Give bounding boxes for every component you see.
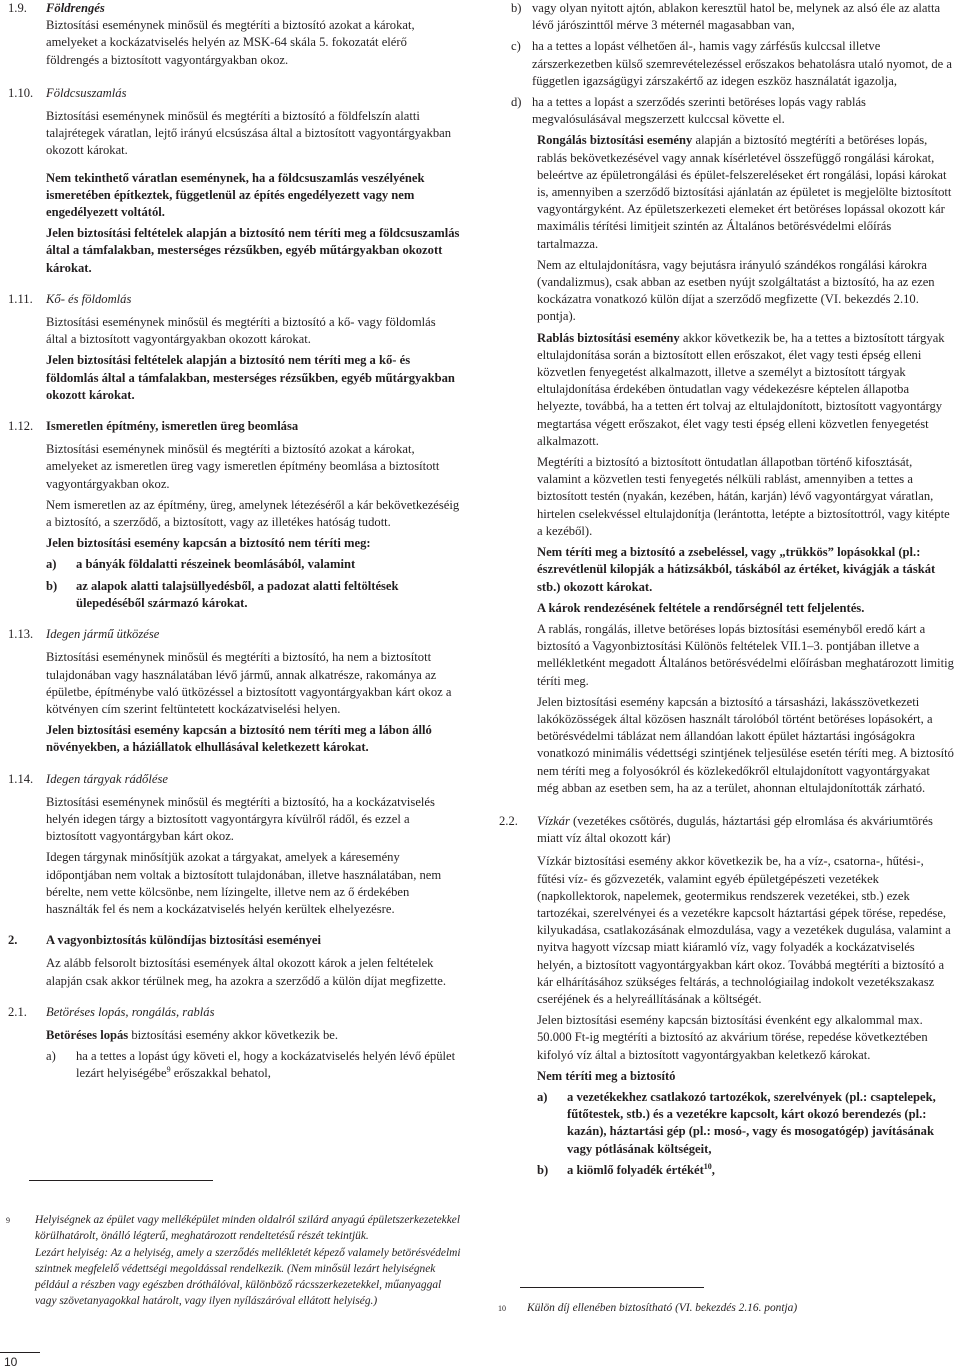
section-title: Földcsuszamlás (46, 85, 127, 100)
paragraph (537, 132, 954, 252)
list-label: c) (511, 39, 521, 54)
paragraph-bold: Jelen biztosítási feltételek alapján a biztosító nem téríti meg a kő- és földomlás által a támfalakban, mesterséges rézsűkben, egyéb műtárgyakban okozott károkat. (46, 353, 455, 402)
footnote-text: Külön díj ellenében biztosítható (VI. bekezdés 2.16. pontja) (527, 1302, 798, 1314)
paragraph (46, 1027, 460, 1044)
footnote-ref[interactable]: 9 (166, 1065, 171, 1075)
footnote-ref[interactable]: 10 (703, 1161, 712, 1171)
list-text: vagy olyan nyitott ajtón, ablakon keresztül hatol be, melynek az alsó éle az alatta lévő járószinttől mérve 3 méternél magasabban van, (532, 1, 941, 33)
paragraph-bold: Nem tekinthető váratlan eseménynek, ha a földcsuszamlás veszélyének ismeretében építkeztek, függetlenül az építés engedélyezett vagy nem engedélyezett voltától. (46, 170, 425, 220)
section-number: 1.12. (8, 419, 34, 434)
section-title: A vagyonbiztosítás különdíjas biztosítási eseményei (46, 933, 321, 948)
list-label: a) (46, 557, 57, 572)
list-label: b) (46, 578, 58, 593)
paragraph: Megtéríti a biztosító a biztosított öntudatlan állapotban történő kifosztását, valamint a közvetlen testi fenyegetés nélküli rablást, amennyiben a tettes a biztosított testén (nyakán, kezében, hátán, karján) lévő vagyontárgyat váratlan, hirtelen cselekvéssel eltulajdonítja (lerántotta, letépte a biztosítottról, vagy kitépte a kezéből). (537, 455, 950, 538)
section-1-12 (8, 418, 460, 612)
list-item (46, 578, 460, 612)
page-number: 10 (4, 1355, 18, 1369)
section-2 (8, 932, 460, 990)
section-title-rest: (vezetékes csőtörés, dugulás, háztartási gép elromlása és akváriumtörés miatt víz által okozott kár) (537, 813, 933, 846)
term-bold: Rongálás biztosítási esemény (537, 133, 693, 148)
list-item (46, 556, 460, 573)
section-title-line (537, 813, 954, 847)
section-title: Idegen jármű ütközése (46, 627, 160, 642)
paragraph: Nem ismeretlen az az építmény, üreg, amelynek létezéséről a kár bekövetkezéséig a biztosító, a szerződő, a biztosított, vagy az illetékes hatóság tudott. (46, 497, 460, 530)
list-item (537, 1089, 954, 1158)
paragraph: Biztosítási eseménynek minősül és megtéríti a biztosító azokat a károkat, amelyeket az ismeretlen üreg vagy ismeretlen építmény beomlása a biztosított vagyontárgyakban okoz. (46, 442, 440, 491)
footnote-text: Lezárt helyiség: Az a helyiség, amely a szerződés mellékletét képező valamely betörésvédelmi szintnek megfelelő védettségi megoldással rendelkezik. (Nem minősül lezárt helyiségnek például a részben vagy egészben dróthálóval, különböző rácsszerkezetekkel, műanyaggal vagy szövetanyagokkal határolt, vagy ilyen nyílászáróval ellátott helyiség.) (35, 1246, 461, 1308)
list-item (499, 94, 954, 128)
paragraph: A rablás, rongálás, illetve betöréses lopás biztosítási eseményből eredő kárt a biztosító a Vagyonbiztosítási Különös feltételek VII.1–3. pontjában illetve a mellékletként megadott Általános betörésvédelmi előírásban meghatározott limitig téríti meg. (537, 621, 954, 688)
list-text: a vezetékekhez csatlakozó tartozékok, szerelvények (pl.: csaptelepek, fűtőtestek, stb.) és a vezetékre kapcsolt, kárt okozó berendezés (pl.: kazán), háztartási gép (pl.: mosó-, vagy és mosogatógép) javításának vagy pótlásának költségeit, (567, 1089, 936, 1156)
paragraph-bold: Jelen biztosítási esemény kapcsán a biztosító nem téríti meg: (46, 536, 371, 551)
list-item (499, 38, 954, 90)
footnote-rule (520, 1287, 704, 1288)
paragraph: Biztosítási eseménynek minősül és megtéríti a biztosító, ha nem a biztosított tulajdonában vagy használatában lévő jármű, annak alkatrésze, rakománya az épületbe, építménybe való ütközéssel a biztosított vagyontárgyakban kárt okoz a kötvényen cím szerint feltüntetett kockázatviselési helyen. (46, 650, 452, 716)
section-number: 1.14. (8, 771, 34, 786)
list-item (537, 1162, 954, 1179)
paragraph: Biztosítási eseménynek minősül és megtéríti a biztosító, ha a kockázatviselés helyén idegen tárgy a biztosított vagyontárgyra kívülről rádől, és ezzel a biztosított vagyontárgyban kárt okoz. (46, 794, 435, 844)
list-label: d) (511, 95, 522, 110)
section-2-1 (8, 1004, 460, 1083)
section-1-11 (8, 291, 460, 404)
section-title: Vízkár (537, 813, 570, 828)
text: alapján a biztosító megtéríti a betöréses lopás, rablás bekövetkezésével vagy annak kísérletével összefüggő rongálási károkat, beleértve az épületrongálási és épület-felszereléseket ért rongálási, lopási károkat is, amennyiben a szerződő biztosítási ajánlatán az épületet is megjelölte biztosított vagyontárgyként. Az épületszerkezeti elemeket ért betöréses lopással okozott kár maximális térítési limitjeit szintén az Általános betörésvédelmi előírás tartalmazza. (537, 133, 952, 251)
section-1-10 (8, 85, 460, 277)
footnote-10 (527, 1300, 947, 1316)
text: biztosítási esemény akkor következik be. (128, 1027, 339, 1042)
text: akkor következik be, ha a tettes a biztosított tárgyak eltulajdonítása során a biztosított ellen erőszakot, élet vagy testi épség elleni közvetlen fenyegetést alkalmazott, illetve a személyt a biztosított tárgyak eltulajdonítása érdekében öntudatlan vagy védekezésre képtelen állapotba helyezte, továbbá, ha a tetten ért tolvaj az eltulajdonított, biztosított vagyontárgy megtartása végett erőszakot, élet vagy testi épség elleni közvetlen fenyegetést alkalmazott. (537, 330, 945, 448)
paragraph: Jelen biztosítási esemény kapcsán a biztosító a társasházi, lakásszövetkezeti lakóközösségek által közösen használt tárolóból történt betöréses lopásokért, a betörésvédelmi táblázat nem állandóan lakott épület háztartási ingóságokra vonatkozó minimális védettségi szintjének teljesülése esetén téríti meg. A biztosító nem téríti meg a folyosókról és közlekedőkről eltulajdonított vagyontárgyakat még abban az esetben sem, ha az a terület, ahonnan eltulajdonították zárható. (537, 694, 954, 795)
section-number: 1.11. (8, 291, 33, 306)
list-label: a) (537, 1089, 548, 1104)
section-title: Betöréses lopás, rongálás, rablás (46, 1004, 215, 1019)
list-text: , (711, 1162, 715, 1177)
footnote-9 (35, 1212, 463, 1310)
paragraph: Biztosítási eseménynek minősül és megtéríti a biztosító a kő- vagy földomlás által a biztosított vagyontárgyakban okozott károkat. (46, 315, 436, 347)
list-item (46, 1048, 460, 1082)
footnote-text: Helyiségnek az épület vagy melléképület minden oldalról szilárd anyagú épületszerkezetekkel körülhatárolt, önálló légterű, meghatározott rendeltetésű részét tekintjük. (35, 1214, 461, 1243)
section-number: 1.9. (8, 1, 27, 15)
section-title: Ismeretlen építmény, ismeretlen üreg beomlása (46, 419, 299, 434)
paragraph: Nem az eltulajdonításra, vagy bejutásra irányuló szándékos rongálási károkra (vandalizmus), csak abban az esetben nyújt szolgáltatást a biztosító, ha az ezen kockázatra vonatkozó külön díjat a szerződő megfizette (VI. bekezdés 2.10. pontja). (537, 257, 935, 324)
paragraph: Idegen tárgynak minősítjük azokat a tárgyakat, amelyek a káresemény időpontjában nem voltak a biztosított tulajdonában, illetve használatában, nem bérelte, nem vette kölcsönbe, nem lízingelte, illetve nem az ő érdekében használták fel és nem a kockázatviselés helyén kerültek elhelyezésre. (46, 850, 442, 916)
paragraph: Biztosítási eseménynek minősül és megtéríti a biztosító azokat a károkat, amelyeket a kockázatviselés helyén az MSK-64 skála 5. fokozatát elérő földrengés a biztosított vagyontárgyakban okoz. (46, 18, 415, 67)
list-text: az alapok alatti talajsüllyedésből, a padozat alatti feltöltések ülepedéséből származó károkat. (76, 578, 399, 610)
paragraph-bold: Nem téríti meg a biztosító a zsebeléssel, vagy „trükkös” lopásokkal (pl.: észrevétlenül kilopják a hátizsákból, táskából az értéket, kivágják a táskát stb.) okozott károkat. (537, 545, 936, 594)
right-column (499, 0, 954, 1183)
paragraph (537, 330, 954, 450)
paragraph-bold: Jelen biztosítási esemény kapcsán a biztosító nem téríti meg a lábon álló növényekben, a háziállatok elhullásával keletkezett károkat. (46, 723, 432, 755)
list-label: a) (46, 1049, 56, 1064)
section-1-14 (8, 771, 460, 919)
section-title: Kő- és földomlás (46, 291, 132, 306)
section-2-2 (499, 813, 954, 1179)
section-title: Földrengés (46, 1, 105, 15)
left-column (8, 0, 460, 1087)
right-body (499, 132, 954, 797)
section-number: 1.13. (8, 627, 34, 642)
section-1-9 (8, 0, 460, 69)
section-number: 2.2. (499, 813, 518, 828)
paragraph-bold: A károk rendezésének feltétele a rendőrségnél tett feljelentés. (537, 600, 865, 615)
section-number: 2. (8, 933, 18, 948)
list-text: erőszakkal behatol, (170, 1066, 271, 1081)
footnote-number: 9 (6, 1216, 10, 1225)
paragraph: Az alább felsorolt biztosítási események által okozott károk a jelen feltételek alapján csak akkor térülnek meg, ha azokra a szerződő a külön díjat megfizette. (46, 956, 447, 988)
list-text: a bányák földalatti részeinek beomlásából, valamint (76, 557, 356, 572)
list-text: ha a tettes a lopást vélhetően ál-, hamis vagy zárfésűs kulccsal illetve zárszerkezetben külső szemrevételezéssel erőszakos behatolásra utaló nyomot, de a független igazságügyi zárszakértő az idegen eszköz használatát igazolja, (532, 39, 952, 88)
term-bold: Betöréses lopás (46, 1027, 129, 1042)
list-item (499, 0, 954, 34)
paragraph: Biztosítási eseménynek minősül és megtéríti a biztosító a földfelszín alatti talajrétegek váratlan, lejtő irányú elcsúszása által a biztosított vagyontárgyakban okozott károkat. (46, 109, 452, 158)
list-label: b) (537, 1162, 549, 1177)
paragraph: Vízkár biztosítási esemény akkor következik be, ha a víz-, csatorna-, hűtési-, fűtési víz- és gőzvezeték, valamint egyéb épületgépészeti vezetékek (napkollektorok, napelemek, geotermikus rendszerek vezetékei, stb.) ezek tartozékai, szerelvényei és a vezetékre kapcsolt háztartási gépek törése, repedése, kilyukadása, csatlakozásának elmozdulása, vagy a vezetékek dugulása, valamint a nyitva hagyott vízcsap miatt kiáramló víz, vagy folyadék a kockázatviselés helyén, a biztosított vagyontárgyakban kárt okoz. Továbbá megtéríti a biztosító a kár elhárításához szükséges feltárás, a technológiailag indokolt vezetékszakasz cseréjének és a helyreállításának a költségét. (537, 854, 951, 1006)
list-text: a kiömlő folyadék értékét (567, 1162, 704, 1177)
footnote-number: 10 (498, 1304, 506, 1313)
list-text: ha a tettes a lopást a szerződés szerinti betöréses lopás vagy rablás megvalósulásával megszerzett kulccsal követte el. (532, 95, 866, 127)
section-title: Idegen tárgyak rádőlése (46, 771, 168, 786)
footnote-rule (29, 1180, 213, 1181)
list-text: ha a tettes a lopást úgy követi el, hogy a kockázatviselés helyén lévő épület lezárt helyiségébe (76, 1049, 456, 1081)
section-number: 2.1. (8, 1004, 27, 1019)
paragraph: Jelen biztosítási esemény kapcsán biztosítási évenként egy alkalommal max. 50.000 Ft-ig megtéríti a biztosító az akvárium törése, repedése következtében kifolyó víz által a biztosított vagyontárgyakban keletkező károkat. (537, 1013, 928, 1062)
section-number: 1.10. (8, 85, 34, 100)
paragraph-bold: Jelen biztosítási feltételek alapján a biztosító nem téríti meg a földcsuszamlás által a támfalakban, mesterséges rézsűkben, egyéb műtárgyakban okozott károkat. (46, 226, 460, 275)
paragraph-bold: Nem téríti meg a biztosító (537, 1068, 676, 1083)
list-label: b) (511, 1, 522, 15)
section-1-13 (8, 626, 460, 756)
term-bold: Rablás biztosítási esemény (537, 330, 680, 345)
